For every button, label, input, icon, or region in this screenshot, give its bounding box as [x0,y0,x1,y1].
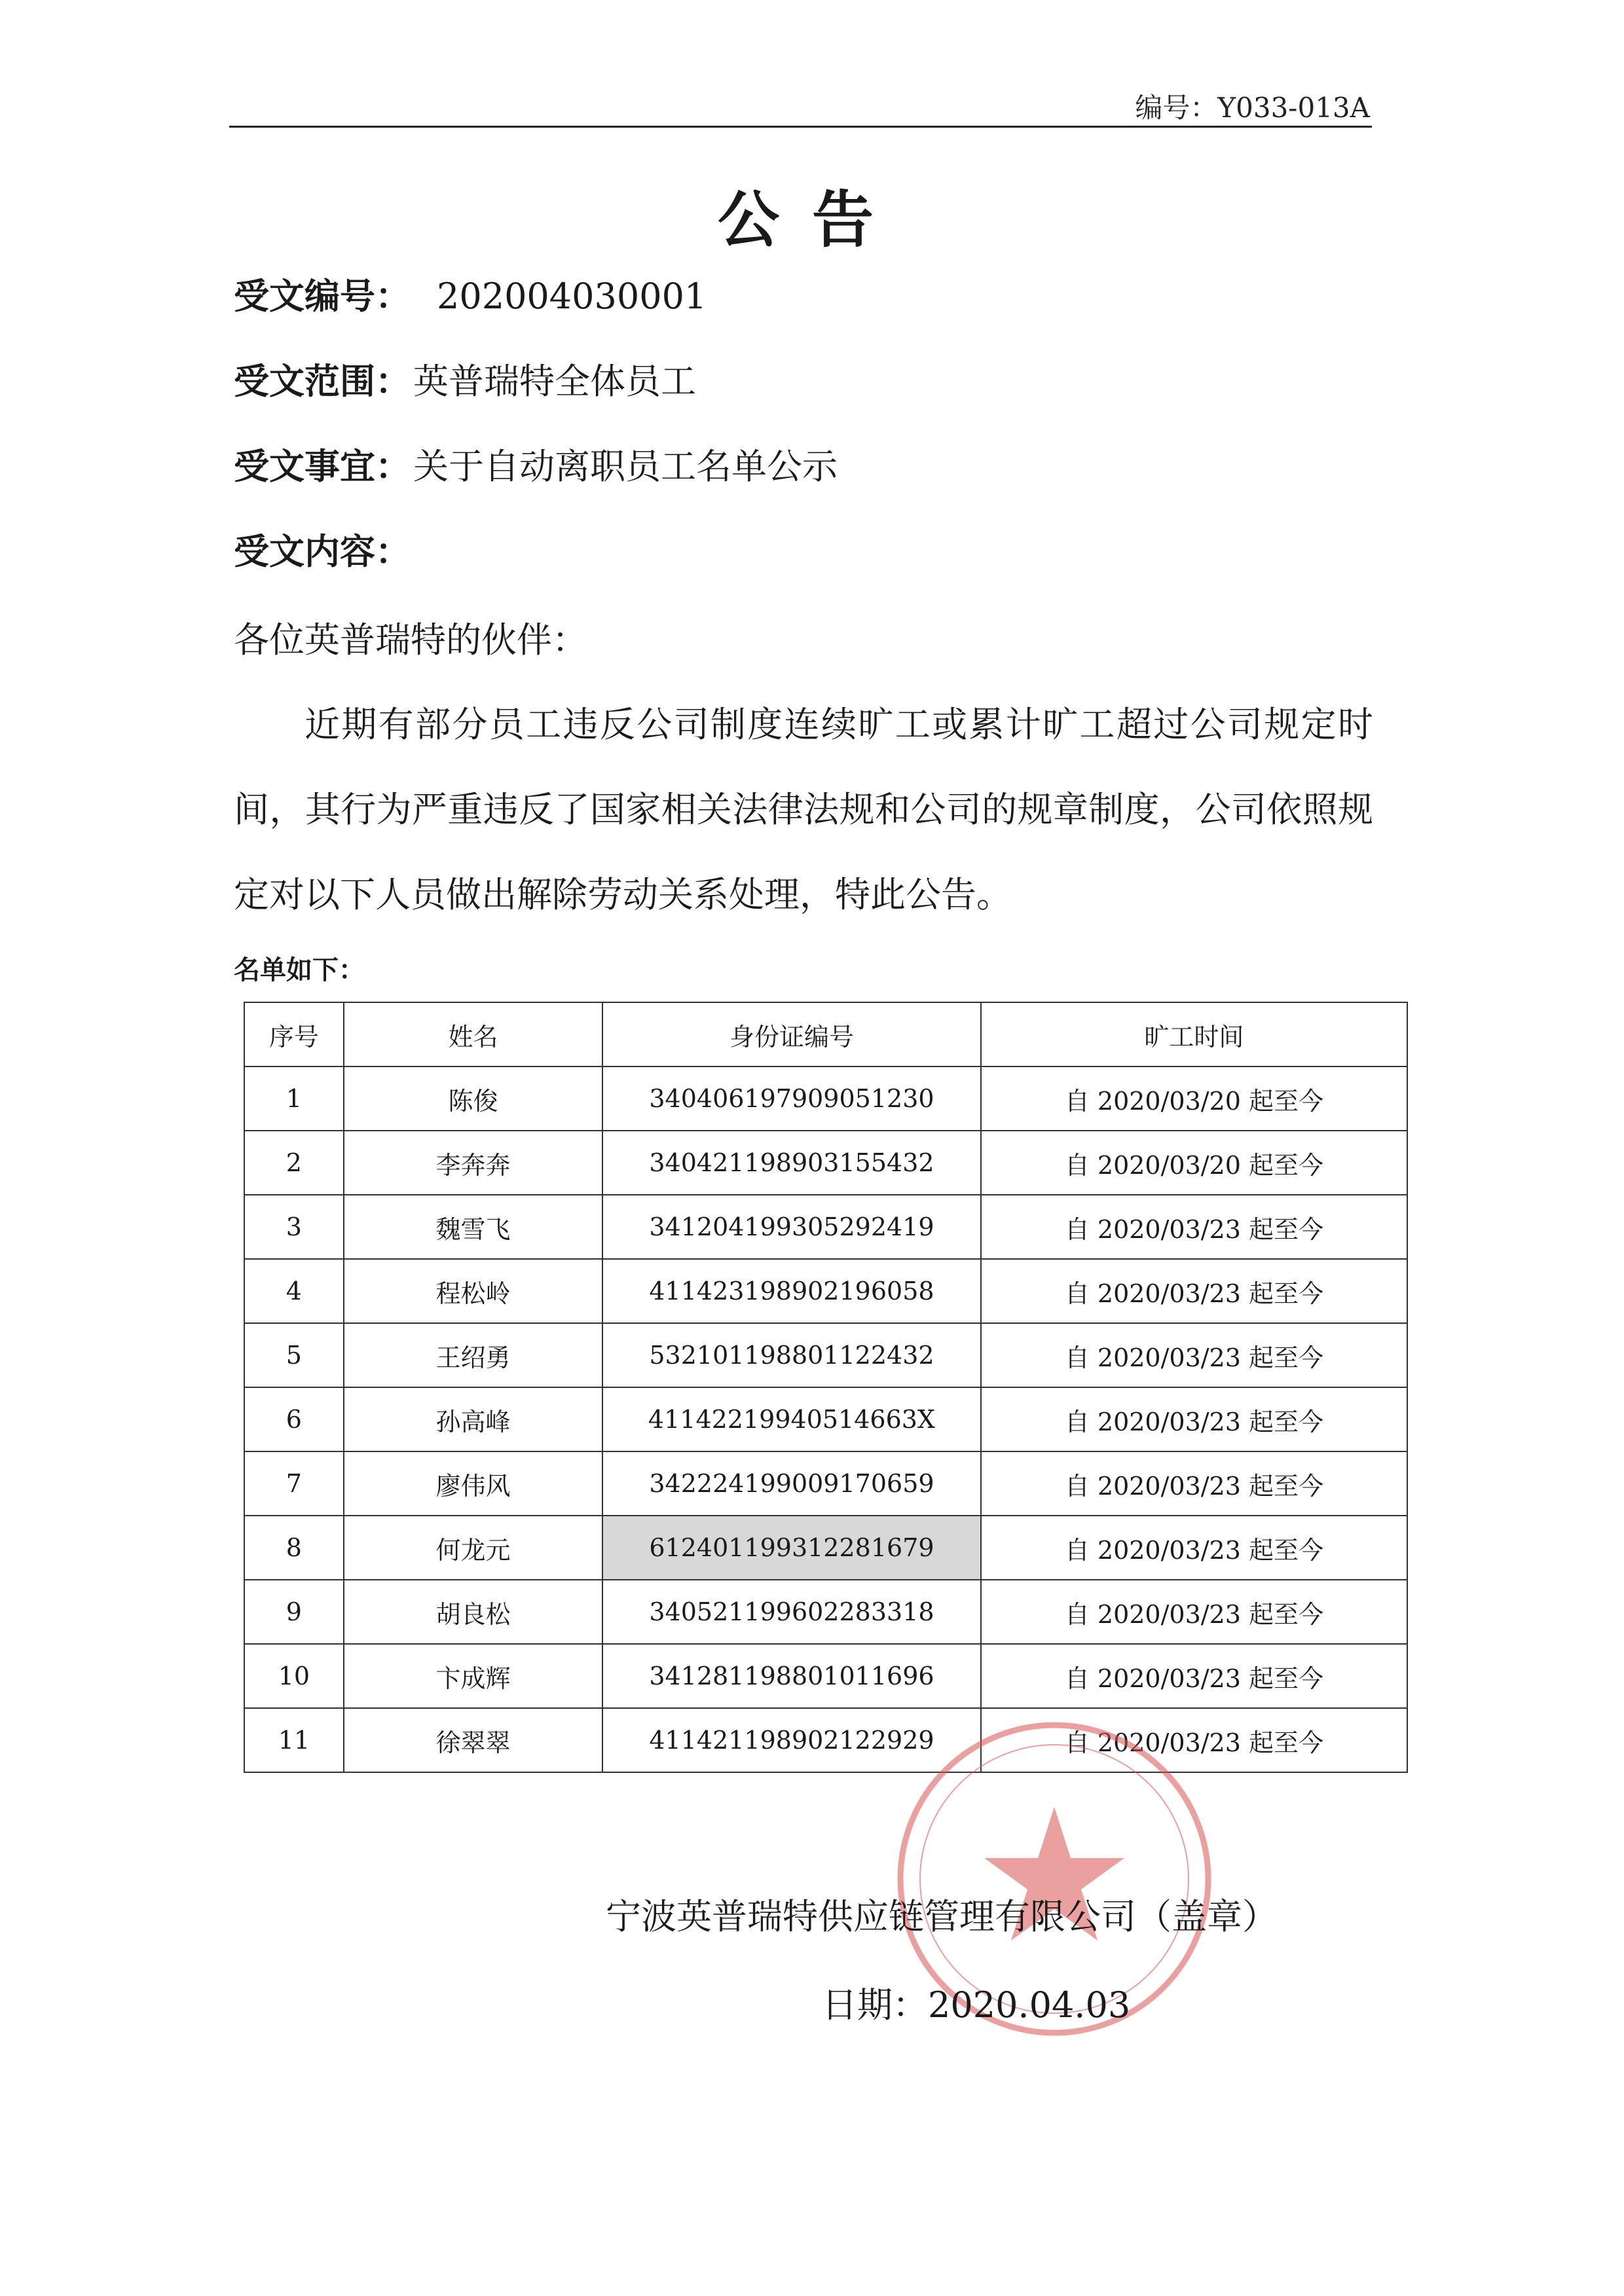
cell-id-number: 411423198902196058 [602,1259,981,1323]
page-title: 公告 [717,185,906,256]
cell-index: 10 [244,1644,344,1708]
cell-name: 胡良松 [344,1580,602,1644]
cell-id-number: 340421198903155432 [602,1131,981,1195]
cell-id-number: 532101198801122432 [602,1323,981,1387]
cell-absence-time: 自 2020/03/23 起至今 [981,1708,1407,1772]
table-row [244,1516,1407,1580]
field-value: 英普瑞特全体员工 [413,361,696,402]
cell-absence-time: 自 2020/03/20 起至今 [981,1066,1407,1131]
table-row [244,1708,1407,1772]
cell-absence-time: 自 2020/03/23 起至今 [981,1451,1407,1516]
issue-date: 日期：2020.04.03 [822,1984,1131,2026]
table-row [244,1644,1407,1708]
body-paragraph: 近期有部分员工违反公司制度连续旷工或累计旷工超过公司规定时间，其行为严重违反了国家相关法律法规和公司的规章制度，公司依照规定对以下人员做出解除劳动关系处理，特此公告。 [234,704,1373,915]
field-label: 受文事宜： [234,446,411,487]
cell-name: 孙高峰 [344,1387,602,1451]
cell-name: 陈俊 [344,1066,602,1131]
cell-name: 魏雪飞 [344,1195,602,1259]
cell-index: 9 [244,1580,344,1644]
table-row [244,1323,1407,1387]
cell-absence-time: 自 2020/03/23 起至今 [981,1195,1407,1259]
cell-name: 卞成辉 [344,1644,602,1708]
cell-index: 11 [244,1708,344,1772]
field-doc-number [234,268,707,319]
table-row [244,1580,1407,1644]
cell-name: 王绍勇 [344,1323,602,1387]
cell-id-number: 342224199009170659 [602,1451,981,1516]
table-row [244,1131,1407,1195]
cell-absence-time: 自 2020/03/23 起至今 [981,1580,1407,1644]
header-name: 姓名 [344,1002,602,1066]
cell-name: 李奔奔 [344,1131,602,1195]
header-rule [229,126,1372,128]
cell-id-number: 341204199305292419 [602,1195,981,1259]
cell-absence-time: 自 2020/03/23 起至今 [981,1387,1407,1451]
cell-index: 7 [244,1451,344,1516]
cell-id-number: 341281198801011696 [602,1644,981,1708]
cell-absence-time: 自 2020/03/23 起至今 [981,1516,1407,1580]
table-row [244,1451,1407,1516]
cell-id-number: 411421198902122929 [602,1708,981,1772]
header-absence-time: 旷工时间 [981,1002,1407,1066]
cell-absence-time: 自 2020/03/23 起至今 [981,1259,1407,1323]
field-label: 受文内容： [234,531,411,572]
cell-name: 何龙元 [344,1516,602,1580]
cell-absence-time: 自 2020/03/23 起至今 [981,1644,1407,1708]
table-row [244,1387,1407,1451]
field-label: 受文范围： [234,361,411,402]
cell-index: 4 [244,1259,344,1323]
employee-table [244,1002,1408,1773]
cell-id-number: 340406197909051230 [602,1066,981,1131]
field-content [234,524,413,574]
field-scope [234,354,696,404]
cell-name: 徐翠翠 [344,1708,602,1772]
field-value: 202004030001 [437,276,707,317]
cell-id-number: 340521199602283318 [602,1580,981,1644]
cell-name: 廖伟风 [344,1451,602,1516]
cell-absence-time: 自 2020/03/20 起至今 [981,1131,1407,1195]
cell-index: 1 [244,1066,344,1131]
header-index: 序号 [244,1002,344,1066]
table-header-row [244,1002,1407,1066]
cell-index: 8 [244,1516,344,1580]
cell-index: 5 [244,1323,344,1387]
cell-id-number: 612401199312281679 [602,1516,981,1580]
list-title: 名单如下： [234,955,365,985]
field-label: 受文编号： [234,276,411,317]
field-value: 关于自动离职员工名单公示 [413,446,838,487]
table-row [244,1195,1407,1259]
cell-index: 3 [244,1195,344,1259]
table-row [244,1066,1407,1131]
cell-index: 2 [244,1131,344,1195]
cell-absence-time: 自 2020/03/23 起至今 [981,1323,1407,1387]
table-row [244,1259,1407,1323]
cell-name: 程松岭 [344,1259,602,1323]
greeting: 各位英普瑞特的伙伴： [234,619,587,661]
company-signature: 宁波英普瑞特供应链管理有限公司（盖章） [606,1896,1278,1937]
document-number: 编号：Y033-013A [1135,92,1370,124]
cell-index: 6 [244,1387,344,1451]
cell-id-number: 41142219940514663X [602,1387,981,1451]
header-id-number: 身份证编号 [602,1002,981,1066]
field-subject [234,439,838,489]
